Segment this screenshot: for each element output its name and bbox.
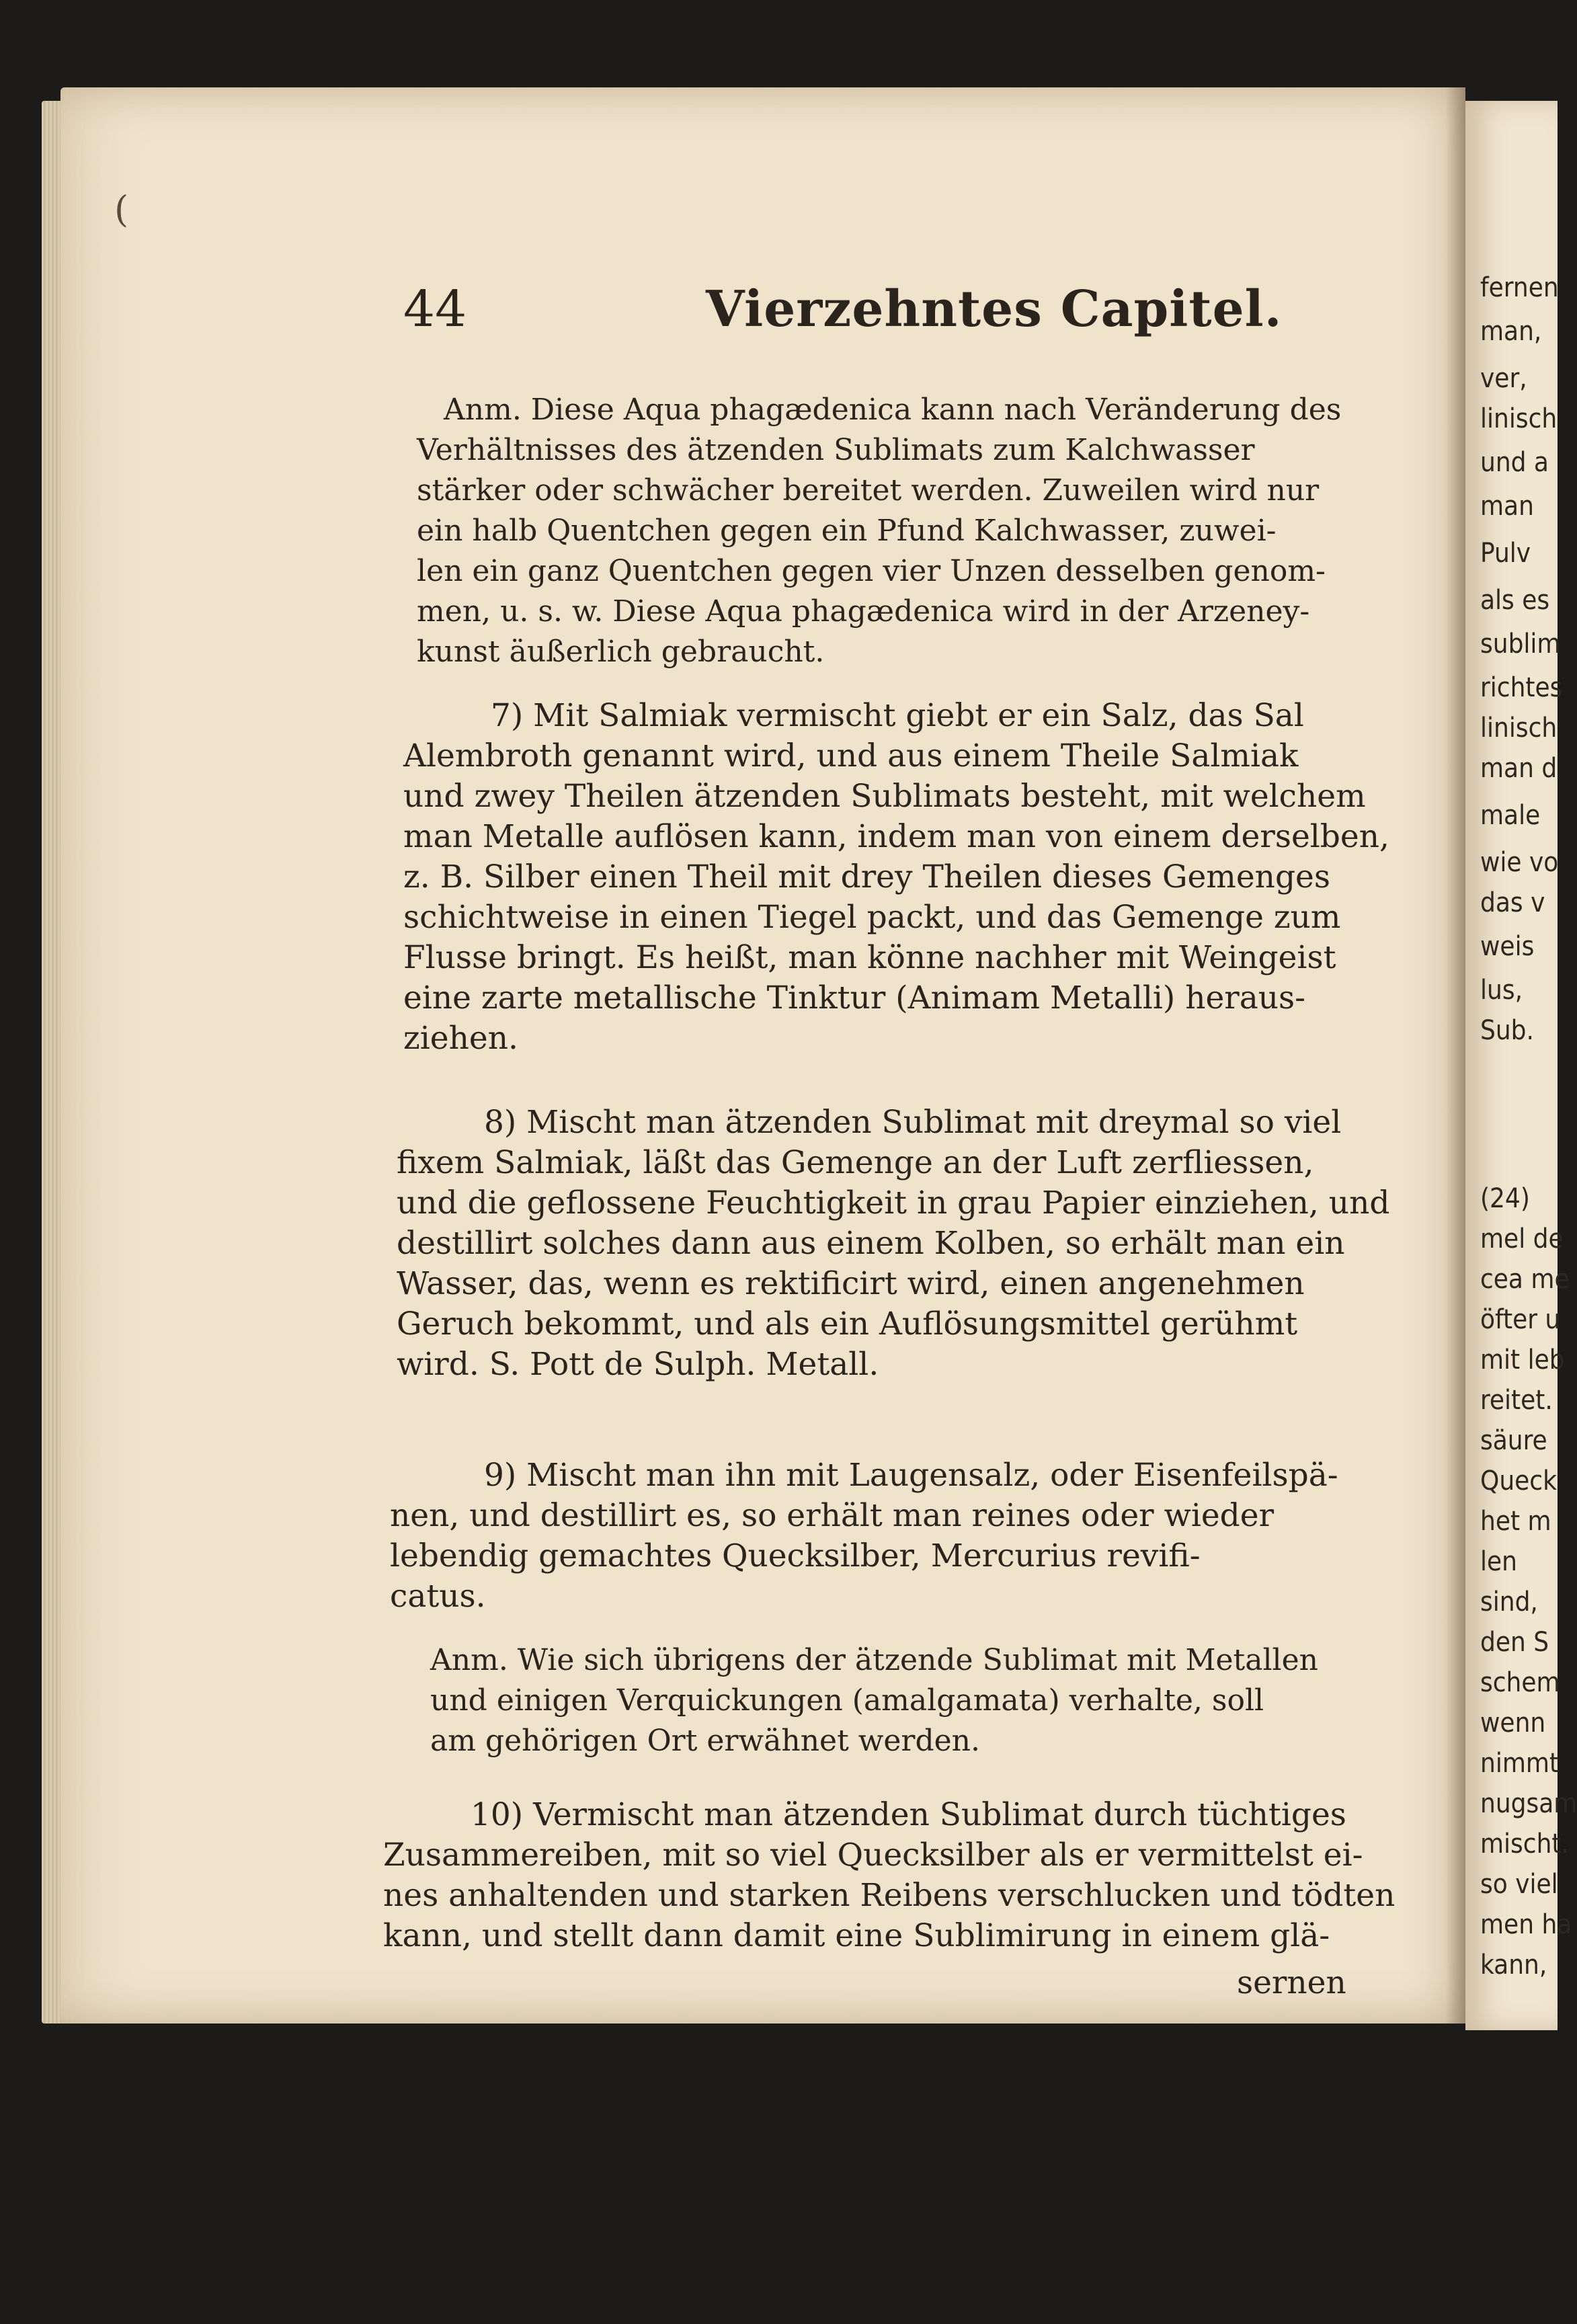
right-page-line: wenn [1480,1708,1546,1738]
text-line: Anm. Diese Aqua phagædenica kann nach Veränderung des [444,393,1342,427]
right-page-line: Queck [1480,1466,1557,1496]
right-page-line: das v [1480,887,1545,918]
text-line: und die geflossene Feuchtigkeit in grau Papier einziehen, und [397,1185,1390,1221]
right-page-line: man [1480,491,1534,522]
right-page-line: len [1480,1546,1517,1577]
right-page-line: mel de [1480,1224,1564,1254]
right-page-line: nimmt [1480,1748,1560,1779]
right-page-line: nugsam [1480,1788,1577,1819]
right-page-line: fernen [1480,272,1559,303]
text-line: Geruch bekommt, und als ein Auflösungsmittel gerühmt [397,1306,1298,1343]
right-page-line: (24) [1480,1183,1530,1214]
text-line: destillirt solches dann aus einem Kolben, so erhält man ein [397,1225,1345,1262]
text-line: 8) Mischt man ätzenden Sublimat mit dreymal so viel [484,1104,1342,1141]
right-page-line: cea me [1480,1264,1570,1295]
right-page-line: und a [1480,447,1549,478]
right-page-line: reitet. [1480,1385,1553,1416]
right-page-line: linisch [1480,403,1558,434]
right-page-line: wie vo [1480,847,1559,878]
right-page-line: sublim [1480,629,1561,659]
right-page-line: man, [1480,316,1542,347]
text-line: und einigen Verquickungen (amalgamata) verhalte, soll [430,1683,1264,1718]
right-page-line: Pulv [1480,538,1531,569]
text-line: Wasser, das, wenn es rektificirt wird, einen angenehmen [397,1265,1305,1302]
right-page-line: lus, [1480,975,1523,1006]
right-page-line: weis [1480,931,1535,962]
text-line: len ein ganz Quentchen gegen vier Unzen desselben genom- [417,554,1326,588]
text-line: Alembroth genannt wird, und aus einem Theile Salmiak [403,737,1299,774]
gutter-shadow [1445,87,1465,2024]
text-line: men, u. s. w. Diese Aqua phagædenica wird in der Arzeney- [417,594,1310,629]
right-page-line: als es [1480,585,1550,616]
right-page-line: Sub. [1480,1015,1534,1046]
text-line: 7) Mit Salmiak vermischt giebt er ein Salz, das Sal [491,697,1304,734]
text-line: catus. [390,1578,486,1615]
right-page [1465,101,1577,2030]
text-line: Verhältnisses des ätzenden Sublimats zum Kalchwasser [417,433,1255,467]
right-page-line: ver, [1480,363,1527,394]
text-line: am gehörigen Ort erwähnet werden. [430,1724,980,1758]
text-line: sernen [1237,1964,1346,2001]
text-line: man Metalle auflösen kann, indem man von einem derselben, [403,818,1389,855]
text-line: kunst äußerlich gebraucht. [417,635,825,669]
right-page-line: mit leb [1480,1345,1565,1375]
text-line: Anm. Wie sich übrigens der ätzende Sublimat mit Metallen [430,1643,1318,1677]
text-line: Flusse bringt. Es heißt, man könne nachher mit Weingeist [403,939,1336,976]
page-header [0,276,1558,343]
right-page-line: male [1480,800,1541,831]
text-line: und zwey Theilen ätzenden Sublimats besteht, mit welchem [403,778,1366,815]
text-line: lebendig gemachtes Quecksilber, Mercurius revifi- [390,1537,1201,1574]
right-page-line: öfter u [1480,1304,1561,1335]
right-page-line: kann, [1480,1950,1547,1980]
text-line: 9) Mischt man ihn mit Laugensalz, oder Eisenfeilspä- [484,1457,1338,1494]
right-page-line: schem [1480,1667,1560,1698]
text-line: z. B. Silber einen Theil mit drey Theilen dieses Gemenges [403,858,1330,895]
right-page-line: linisch [1480,713,1558,744]
text-line: 10) Vermischt man ätzenden Sublimat durch tüchtiges [471,1796,1346,1833]
text-line: fixem Salmiak, läßt das Gemenge an der Luft zerfliessen, [397,1144,1314,1181]
text-line: Zusammereiben, mit so viel Quecksilber als er vermittelst ei- [383,1837,1363,1874]
right-page-line: mischt. [1480,1829,1569,1859]
text-line: nen, und destillirt es, so erhält man reines oder wieder [390,1497,1275,1534]
text-line: eine zarte metallische Tinktur (Animam Metalli) heraus- [403,979,1306,1016]
running-title: Vierzehntes Capitel. [706,280,1283,338]
right-page-line: so viel [1480,1869,1558,1900]
right-page-line: richtes [1480,672,1563,703]
text-line: schichtweise in einen Tiegel packt, und das Gemenge zum [403,899,1341,936]
right-page-line: sind, [1480,1587,1538,1617]
right-page-line: het m [1480,1506,1551,1537]
text-line: nes anhaltenden und starken Reibens verschlucken und tödten [383,1877,1396,1914]
text-line: ein halb Quentchen gegen ein Pfund Kalchwasser, zuwei- [417,514,1277,548]
text-line: stärker oder schwächer bereitet werden. Zuweilen wird nur [417,473,1320,508]
text-line: wird. S. Pott de Sulph. Metall. [397,1346,879,1383]
right-page-line: säure [1480,1425,1547,1456]
right-page-line: man d [1480,753,1558,784]
text-line: ziehen. [403,1020,518,1057]
right-page-line: den S [1480,1627,1549,1658]
text-line: kann, und stellt dann damit eine Sublimirung in einem glä- [383,1917,1330,1954]
page-number: 44 [403,280,467,338]
right-page-line: men ha [1480,1909,1572,1940]
margin-mark: ( [114,188,129,231]
